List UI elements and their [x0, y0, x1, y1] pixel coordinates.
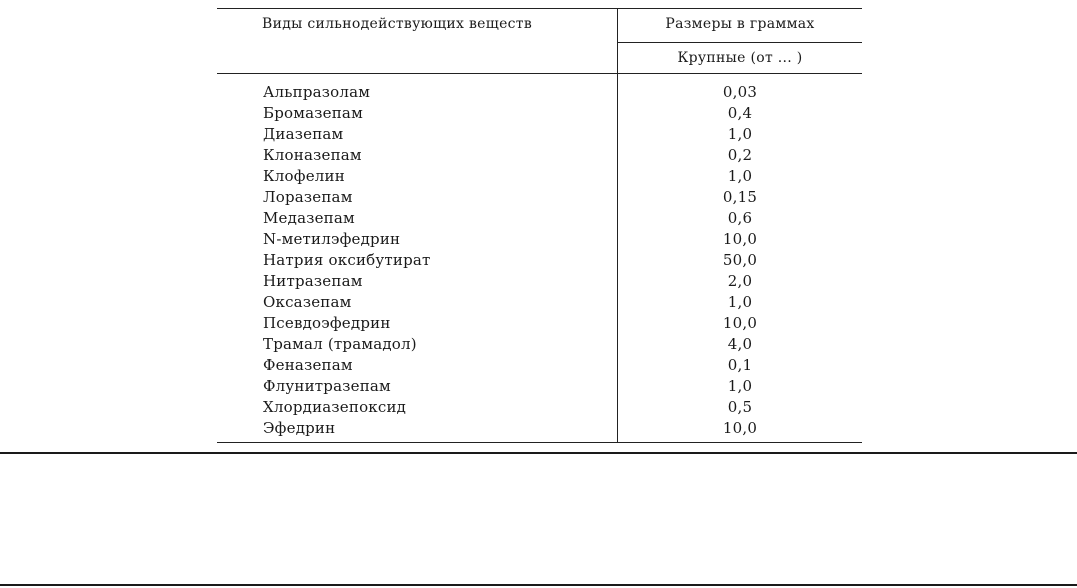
size-value: 1,0 [727, 125, 753, 143]
size-value: 2,0 [727, 272, 753, 290]
substance-name: Бромазепам [263, 104, 363, 122]
substance-name: Медазепам [263, 209, 355, 227]
table-row [217, 313, 862, 334]
substance-name: Хлордиазепоксид [263, 398, 407, 416]
substance-name: Феназепам [263, 356, 353, 374]
page-rule-upper [0, 452, 1077, 454]
substance-name: Псевдоэфедрин [263, 314, 391, 332]
size-value: 50,0 [722, 251, 758, 269]
substance-name: N-метилэфедрин [263, 230, 401, 248]
size-value: 0,6 [727, 209, 753, 227]
substance-name: Клофелин [263, 167, 345, 185]
table-row [217, 103, 862, 124]
size-value: 1,0 [727, 293, 753, 311]
table-row [217, 145, 862, 166]
size-value: 10,0 [722, 230, 758, 248]
table-row [217, 292, 862, 313]
table-row [217, 250, 862, 271]
size-value: 0,03 [722, 83, 758, 101]
size-value: 0,1 [727, 356, 753, 374]
header-sizes-grams: Размеры в граммах [665, 16, 815, 32]
size-value: 0,15 [722, 188, 758, 206]
page-rule-lower [0, 584, 1077, 586]
table-row [217, 187, 862, 208]
substance-name: Нитразепам [263, 272, 363, 290]
table-row [217, 334, 862, 355]
header-divider [217, 73, 862, 74]
substance-name: Клоназепам [263, 146, 362, 164]
substance-name: Оксазепам [263, 293, 352, 311]
substance-name: Натрия оксибутират [263, 251, 431, 269]
header-substance-types: Виды сильнодействующих веществ [262, 16, 533, 32]
table-row [217, 397, 862, 418]
size-value: 1,0 [727, 167, 753, 185]
size-value: 0,4 [727, 104, 753, 122]
table-row [217, 418, 862, 439]
substance-name: Флунитразепам [263, 377, 391, 395]
size-value: 0,2 [727, 146, 753, 164]
substances-table [217, 8, 862, 443]
header-sub-divider [618, 42, 862, 43]
table-row [217, 271, 862, 292]
header-large-from: Крупные (от ... ) [677, 50, 803, 66]
size-value: 0,5 [727, 398, 753, 416]
table-row [217, 124, 862, 145]
table-row [217, 166, 862, 187]
size-value: 10,0 [722, 419, 758, 437]
size-value: 1,0 [727, 377, 753, 395]
substance-name: Эфедрин [263, 419, 336, 437]
table-body [217, 82, 862, 439]
substance-name: Трамал (трамадол) [263, 335, 417, 353]
substance-name: Диазепам [263, 125, 344, 143]
table-row [217, 376, 862, 397]
table-row [217, 208, 862, 229]
substance-name: Альпразолам [263, 83, 371, 101]
table-row [217, 82, 862, 103]
size-value: 4,0 [727, 335, 753, 353]
size-value: 10,0 [722, 314, 758, 332]
table-row [217, 355, 862, 376]
substance-name: Лоразепам [263, 188, 353, 206]
table-row [217, 229, 862, 250]
